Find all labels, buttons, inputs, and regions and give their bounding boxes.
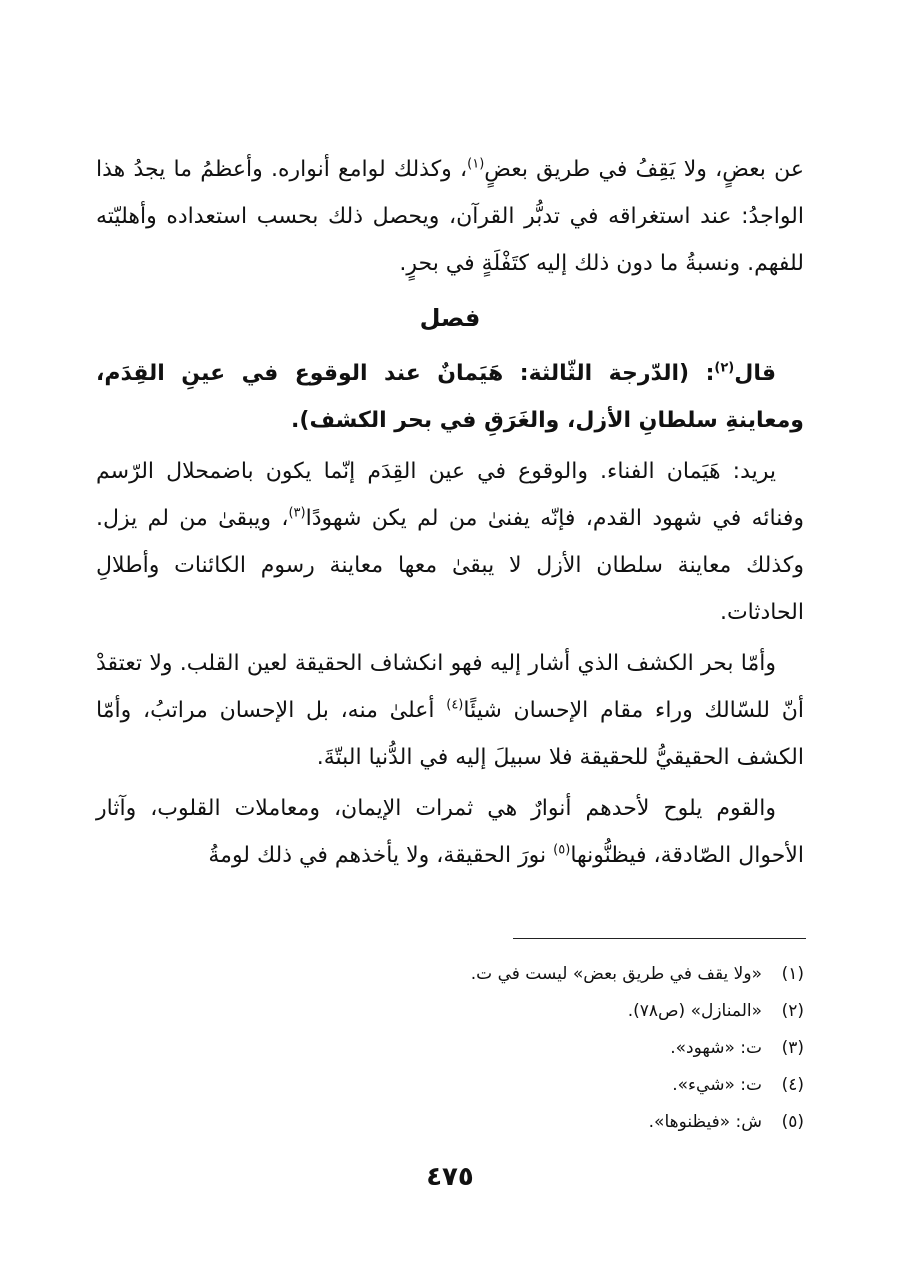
footnote-4	[96, 1067, 804, 1104]
paragraph-5	[96, 785, 804, 879]
footnote-2	[96, 993, 804, 1030]
footnote-text: ت: «شهود».	[670, 1038, 762, 1058]
footnote-text: ش: «فيظنوها».	[648, 1112, 762, 1132]
paragraph-5-part-1: والقوم يلوح لأحدهم أنوارٌ هي ثمرات الإيمان، ومعاملات القلوب، وآثار الأحوال الصّادقة، فيظنُّونها	[96, 796, 804, 868]
paragraph-1-part-2: ، وكذلك لوامع أنواره. وأعظمُ ما يجدُ هذا الواجدُ: عند استغراقه في تدبُّر القرآن، ويحصل ذلك بحسب استعداده وأهليّته للفهم. ونسبةُ ما دون ذلك إليه كتَفْلَةٍ في بحرٍ.	[96, 157, 804, 276]
page-number: ٤٧٥	[426, 1162, 474, 1192]
footnote-ref-4[interactable]: (٤)	[446, 697, 464, 713]
paragraph-1	[96, 146, 804, 287]
paragraph-4-part-2: أعلىٰ منه، بل الإحسان مراتبُ، وأمّا الكشف الحقيقيُّ للحقيقة فلا سبيلَ إليه في الدُّنيا البتّةَ.	[96, 698, 804, 770]
footnote-ref-1[interactable]: (١)	[467, 156, 485, 172]
footnote-ref-5[interactable]: (٥)	[553, 842, 571, 858]
quote-lead: قال	[734, 361, 776, 386]
footnote-1	[96, 956, 804, 993]
footnote-number: (٢)	[781, 1001, 804, 1021]
footnote-ref-3[interactable]: (٣)	[288, 505, 306, 521]
paragraph-1-part-1: عن بعضٍ، ولا يَقِفُ في طريق بعضٍ	[484, 157, 804, 182]
paragraph-3	[96, 448, 804, 636]
footnote-number: (٤)	[781, 1075, 804, 1095]
paragraph-2-quote	[96, 350, 804, 444]
quote-text: : (الدّرجة الثّالثة: هَيَمانٌ عند الوقوع في عينِ القِدَم، ومعاينةِ سلطانِ الأزل، والغَرَقِ في بحر الكشف).	[96, 361, 804, 433]
footnote-ref-2[interactable]: (٢)	[714, 360, 735, 376]
paragraph-3-part-2: ، ويبقىٰ من لم يزل. وكذلك معاينة سلطان الأزل لا يبقىٰ معها معاينة رسوم الكائنات وأطلالِ الحادثات.	[96, 506, 804, 625]
paragraph-4-part-1: وأمّا بحر الكشف الذي أشار إليه فهو انكشاف الحقيقة لعين القلب. ولا تعتقدْ أنّ للسّالك وراء مقام الإحسان شيئًا	[96, 651, 804, 723]
footnote-separator	[513, 938, 806, 939]
footnote-text: «المنازل» (ص٧٨).	[627, 1001, 762, 1021]
paragraph-5-part-2: نورَ الحقيقة، ولا يأخذهم في ذلك لومةُ	[208, 843, 554, 868]
footnote-number: (١)	[781, 964, 804, 984]
footnote-text: ت: «شيء».	[672, 1075, 762, 1095]
footnote-text: «ولا يقف في طريق بعض» ليست في ت.	[470, 964, 762, 984]
section-heading: فصل	[419, 304, 481, 332]
main-text	[96, 146, 804, 883]
footnote-3	[96, 1030, 804, 1067]
paragraph-3-part-1: يريد: هَيَمان الفناء. والوقوع في عين القِدَم إنّما يكون باضمحلال الرّسم وفنائه في شهود القدم، فإنّه يفنىٰ من لم يكن شهودًا	[96, 459, 804, 531]
footnote-number: (٥)	[781, 1112, 804, 1132]
footnote-5	[96, 1104, 804, 1141]
footnote-number: (٣)	[781, 1038, 804, 1058]
paragraph-4	[96, 640, 804, 781]
footnotes	[96, 956, 804, 1141]
